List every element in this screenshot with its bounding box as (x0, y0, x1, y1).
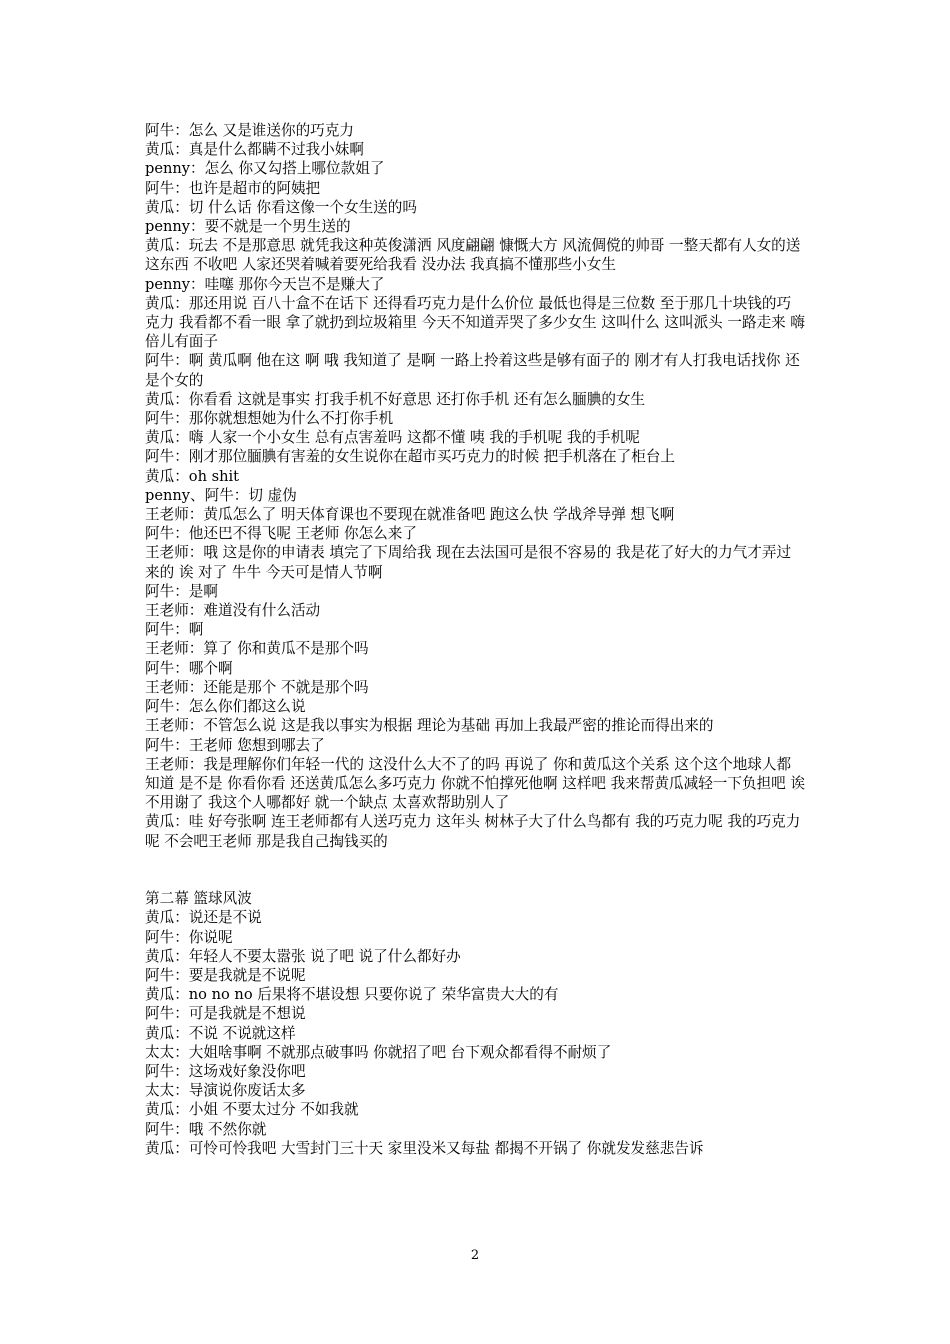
dialogue-line: 阿牛：怎么你们都这么说 (145, 698, 306, 716)
dialogue-line: 阿牛：他还巴不得飞呢 王老师 你怎么来了 (145, 525, 417, 543)
dialogue-line: 阿牛：王老师 您想到哪去了 (145, 736, 325, 754)
dialogue-line: 阿牛：怎么 又是谁送你的巧克力 (145, 122, 354, 139)
page-number: 2 (470, 1248, 480, 1263)
dialogue-line: 王老师：还能是那个 不就是那个吗 (145, 678, 369, 696)
dialogue-line: 太太：导演说你废话太多 (145, 1082, 306, 1100)
dialogue-line: penny：哇噻 那你今天岂不是赚大了 (145, 275, 385, 293)
dialogue-line: 阿牛：哪个啊 (145, 659, 233, 677)
dialogue-line: 黄瓜：可怜可怜我吧 大雪封门三十天 家里没米又每盐 都揭不开锅了 你就发发慈悲告诉 (145, 1139, 704, 1157)
dialogue-line: 黄瓜：oh shit (145, 467, 240, 485)
dialogue-line: 阿牛：刚才那位腼腆有害羞的女生说你在超市买巧克力的时候 把手机落在了柜台上 (145, 448, 676, 466)
scene-gap (145, 851, 805, 889)
dialogue-line: 阿牛：可是我就是不想说 (145, 1005, 306, 1023)
dialogue-line: 阿牛：那你就想想她为什么不打你手机 (145, 410, 394, 428)
dialogue-line: 黄瓜：嗨 人家一个小女生 总有点害羞吗 这都不懂 咦 我的手机呢 我的手机呢 (145, 429, 640, 447)
dialogue-line: 阿牛：你说呢 (145, 928, 233, 946)
dialogue-line: 阿牛：也许是超市的阿姨把 (145, 179, 321, 197)
dialogue-line: 阿牛：这场戏好象没你吧 (145, 1062, 306, 1080)
dialogue-line: 王老师：我是理解你们年轻一代的 这没什么大不了的吗 再说了 你和黄瓜这个关系 这个这个地球人都知道 是不是 你看你看 还送黄瓜怎么多巧克力 你就不怕撑死他啊 这样吧 我来帮黄瓜减轻一下负担吧 诶 不用谢了 我这个人哪都好 就一个缺点 太喜欢帮助别人了 (145, 755, 806, 812)
dialogue-line: 黄瓜：不说 不说就这样 (145, 1024, 296, 1042)
dialogue-line: 黄瓜：说还是不说 (145, 909, 262, 927)
dialogue-line: 黄瓜：哇 好夸张啊 连王老师都有人送巧克力 这年头 树林子大了什么鸟都有 我的巧克力呢 我的巧克力呢 不会吧王老师 那是我自己掏钱买的 (145, 813, 801, 850)
dialogue-line: 黄瓜：no no no 后果将不堪设想 只要你说了 荣华富贵大大的有 (145, 986, 559, 1004)
dialogue-line: 王老师：算了 你和黄瓜不是那个吗 (145, 640, 369, 658)
dialogue-line: 黄瓜：小姐 不要太过分 不如我就 (145, 1101, 359, 1119)
dialogue-line: 黄瓜：你看看 这就是事实 打我手机不好意思 还打你手机 还有怎么腼腆的女生 (145, 390, 646, 408)
dialogue-line: 王老师：难道没有什么活动 (145, 602, 321, 620)
dialogue-line: 阿牛：是啊 (145, 582, 218, 600)
dialogue-line: 王老师：黄瓜怎么了 明天体育课也不要现在就准备吧 跑这么快 学战斧导弹 想飞啊 (145, 506, 675, 524)
dialogue-line: penny：怎么 你又勾搭上哪位款姐了 (145, 160, 385, 178)
dialogue-line: 黄瓜：切 什么话 你看这像一个女生送的吗 (145, 198, 417, 216)
scene-two-dialogue (145, 908, 805, 1158)
dialogue-line: 黄瓜：那还用说 百八十盒不在话下 还得看巧克力是什么价位 最低也得是三位数 至于那几十块钱的巧克力 我看都不看一眼 拿了就扔到垃圾箱里 今天不知道弄哭了多少女生 这叫什么 这叫派头 一路走来 嗨 倍儿有面子 (145, 294, 806, 351)
scene-one-dialogue (145, 121, 805, 851)
dialogue-line: 阿牛：要是我就是不说呢 (145, 966, 306, 984)
dialogue-line: 阿牛：啊 黄瓜啊 他在这 啊 哦 我知道了 是啊 一路上拎着这些是够有面子的 刚才有人打我电话找你 还是个女的 (145, 352, 800, 389)
dialogue-line: 黄瓜：真是什么都瞒不过我小妹啊 (145, 141, 364, 159)
dialogue-line: 太太：大姐啥事啊 不就那点破事吗 你就招了吧 台下观众都看得不耐烦了 (145, 1043, 612, 1061)
dialogue-line: 王老师：哦 这是你的申请表 填完了下周给我 现在去法国可是很不容易的 我是花了好大的力气才弄过来的 诶 对了 牛牛 今天可是情人节啊 (145, 544, 792, 581)
dialogue-line: 阿牛：啊 (145, 621, 204, 639)
dialogue-line: penny、阿牛：切 虚伪 (145, 486, 297, 504)
scene-two-title: 第二幕 篮球风波 (145, 890, 252, 908)
dialogue-line: 黄瓜：年轻人不要太嚣张 说了吧 说了什么都好办 (145, 947, 461, 965)
script-text (145, 121, 805, 1158)
dialogue-line: 阿牛：哦 不然你就 (145, 1120, 267, 1138)
dialogue-line: penny：要不就是一个男生送的 (145, 218, 351, 236)
dialogue-line: 黄瓜：玩去 不是那意思 就凭我这种英俊潇洒 风度翩翩 慷慨大方 风流倜傥的帅哥 一整天都有人女的送这东西 不收吧 人家还哭着喊着要死给我看 没办法 我真搞不懂那些小女生 (145, 237, 801, 274)
dialogue-line: 王老师：不管怎么说 这是我以事实为根据 理论为基础 再加上我最严密的推论而得出来的 (145, 717, 714, 735)
